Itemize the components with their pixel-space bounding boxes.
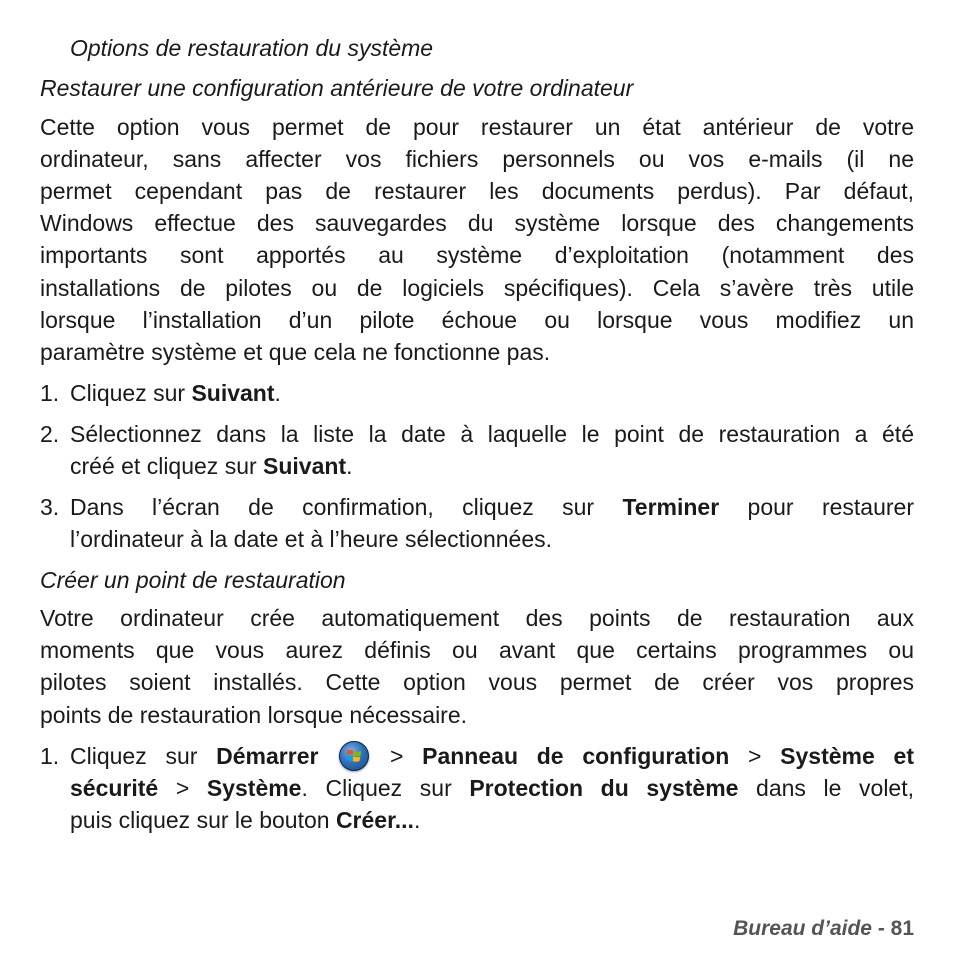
section-heading: Options de restauration du système bbox=[70, 35, 434, 61]
bold-term: Suivant bbox=[263, 453, 347, 479]
list-text: Dans l’écran de confirmation, cliquez sur bbox=[70, 494, 623, 520]
paragraph-line: lorsque l’installation d’un pilote échoue ou lorsque vous modifiez un bbox=[40, 307, 914, 333]
list-number: 3. bbox=[40, 494, 60, 520]
footer-label: Bureau d’aide - bbox=[733, 917, 891, 940]
page-number: 81 bbox=[890, 917, 914, 940]
paragraph-line: Cette option vous permet de pour restaurer un état antérieur de votre bbox=[40, 114, 914, 140]
paragraph-line: Windows effectue des sauvegardes du système lorsque des changements bbox=[40, 210, 914, 236]
list-text: > bbox=[729, 743, 781, 769]
paragraph-line: moments que vous aurez définis ou avant que certains programmes ou bbox=[40, 637, 914, 663]
list-number: 2. bbox=[40, 421, 60, 447]
paragraph-line: paramètre système et que cela ne fonctionne pas. bbox=[40, 339, 551, 365]
list-text: Sélectionnez dans la liste la date à laquelle le point de restauration a été bbox=[70, 421, 914, 447]
bold-term: Créer... bbox=[335, 807, 414, 833]
paragraph-line: pilotes soient installés. Cette option vous permet de créer vos propres bbox=[40, 669, 914, 695]
bold-term: sécurité bbox=[70, 775, 159, 801]
list-text: Cliquez sur bbox=[70, 743, 217, 769]
list-text: Cliquez sur bbox=[70, 380, 192, 406]
bold-term: Suivant bbox=[191, 380, 275, 406]
bold-term: Démarrer bbox=[216, 743, 319, 769]
list-text: . Cliquez sur bbox=[301, 775, 470, 801]
list-text: dans le volet, bbox=[738, 775, 915, 801]
list-text: créé et cliquez sur bbox=[70, 453, 264, 479]
bold-term: Système bbox=[206, 775, 302, 801]
bold-term: Terminer bbox=[622, 494, 720, 520]
bold-term: Panneau de configuration bbox=[422, 743, 730, 769]
list-number: 1. bbox=[40, 380, 60, 406]
list-number: 1. bbox=[40, 743, 60, 769]
list-text: l’ordinateur à la date et à l’heure sélectionnées. bbox=[70, 526, 553, 552]
list-text: pour restaurer bbox=[719, 494, 914, 520]
subsection-heading: Restaurer une configuration antérieure de votre ordinateur bbox=[40, 75, 634, 101]
paragraph-line: points de restauration lorsque nécessaire. bbox=[40, 702, 468, 728]
bold-term: Système et bbox=[780, 743, 914, 769]
list-text: . bbox=[346, 453, 353, 479]
paragraph-line: Votre ordinateur crée automatiquement des points de restauration aux bbox=[40, 605, 914, 631]
list-text: . bbox=[274, 380, 281, 406]
page-footer bbox=[733, 915, 914, 943]
list-text: puis cliquez sur le bouton bbox=[70, 807, 336, 833]
paragraph-line: permet cependant pas de restaurer les documents perdus). Par défaut, bbox=[40, 178, 914, 204]
list-text: > bbox=[158, 775, 207, 801]
subsection-heading: Créer un point de restauration bbox=[40, 567, 346, 593]
paragraph-line: ordinateur, sans affecter vos fichiers personnels ou vos e-mails (il ne bbox=[40, 146, 914, 172]
bold-term: Protection du système bbox=[469, 775, 739, 801]
windows-start-orb-icon bbox=[339, 741, 369, 771]
paragraph-line: installations de pilotes ou de logiciels spécifiques). Cela s’avère très utile bbox=[40, 275, 914, 301]
list-text: . bbox=[413, 807, 421, 833]
list-text: > bbox=[371, 743, 423, 769]
paragraph-line: importants sont apportés au système d’exploitation (notamment des bbox=[40, 242, 914, 268]
